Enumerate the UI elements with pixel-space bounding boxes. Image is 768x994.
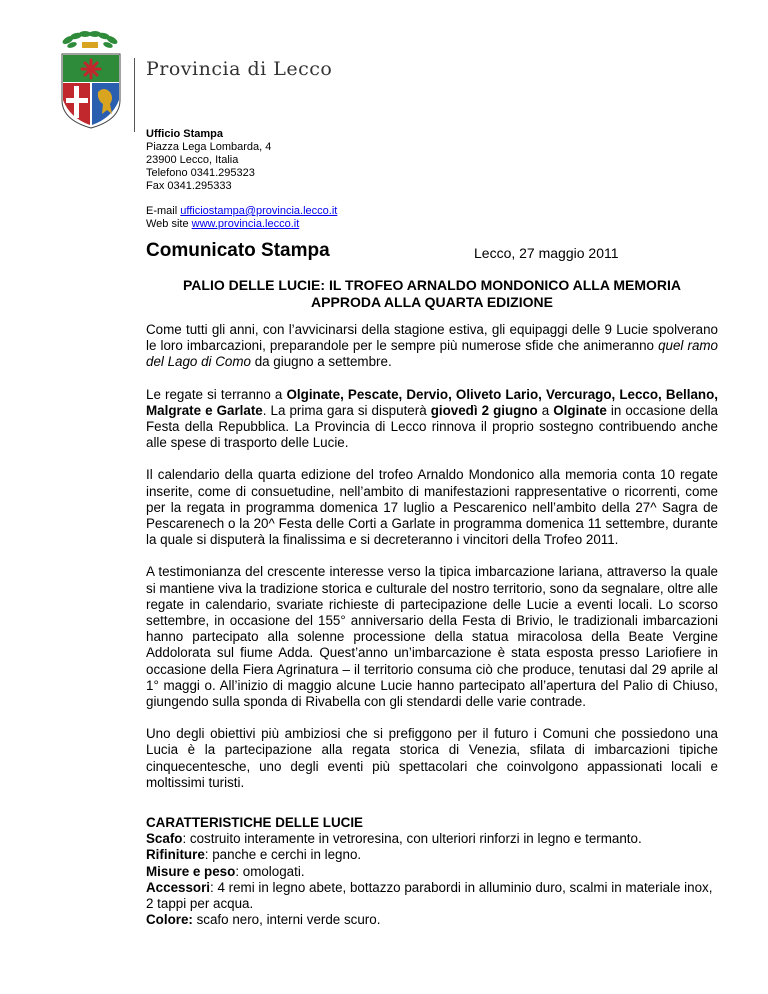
spec-label: Misure e peso: [146, 863, 236, 879]
paragraph-1: [146, 322, 718, 371]
phone: Telefono 0341.295323: [146, 167, 255, 179]
p2-text-c: a: [537, 402, 554, 418]
spec-row: [146, 847, 718, 863]
spec-text: : panche e cerchi in legno.: [204, 847, 362, 863]
spec-text: : costruito interamente in vetroresina, con ulteriori rinforzi in legno e termanto.: [182, 831, 642, 847]
office-name: Ufficio Stampa: [146, 128, 224, 140]
p1-text-end: da giugno a settembre.: [250, 354, 392, 370]
spec-text: : omologati.: [235, 863, 305, 879]
email-line: [146, 205, 337, 218]
p2-text-d: in occasione della Festa della Repubblica. La Provincia di Lecco rinnova il proprio sostegno contribuendo anche alle spese di trasporto delle Lucie.: [146, 402, 718, 451]
headline-line-2: APPRODA ALLA QUARTA EDIZIONE: [311, 294, 553, 310]
p2-text-b: . La prima gara si disputerà: [262, 402, 431, 418]
email-label: E-mail: [146, 205, 181, 217]
document-date: Lecco, 27 maggio 2011: [474, 245, 619, 261]
body-text: [146, 322, 718, 807]
p2-date: giovedì 2 giugno: [430, 402, 538, 418]
document-title: Comunicato Stampa: [146, 240, 330, 261]
p2-places: Olginate, Pescate, Dervio, Oliveto Lario, Vercurago, Lecco, Bellano, Malgrate e Garlate: [146, 386, 718, 418]
spec-label: Colore:: [146, 912, 193, 928]
fax: Fax 0341.295333: [146, 180, 232, 192]
website-link[interactable]: www.provincia.lecco.it: [191, 218, 300, 230]
p1-emphasis: quel ramo del Lago di Como: [146, 338, 718, 370]
coat-of-arms-icon: [52, 30, 130, 130]
organization-name: Provincia di Lecco: [146, 58, 333, 80]
spec-label: Accessori: [146, 879, 211, 895]
spec-label: Scafo: [146, 831, 183, 847]
spec-label: Rifiniture: [146, 847, 205, 863]
headline-line-1: PALIO DELLE LUCIE: IL TROFEO ARNALDO MONDONICO ALLA MEMORIA: [182, 277, 681, 293]
spec-row: [146, 912, 718, 928]
letterhead: [52, 30, 452, 130]
address: Piazza Lega Lombarda, 4: [146, 141, 272, 153]
paragraph-4: A testimonianza del crescente interesse verso la tipica imbarcazione lariana, attraverso la quale si mantiene viva la tradizione storica e culturale del nostro territorio, sono da segnalare, oltre alle regate in calendario, svariate richieste di partecipazione delle Lucie a eventi locali. Lo scorso settembre, in occasione del 155° anniversario della Festa di Brivio, le tradizionali imbarcazioni hanno partecipato alla solenne processione della statua miracolosa della Beate Vergine Addolorata sul fiume Adda. Quest’anno un’imbarcazione è stata esposta presso Lariofiere in occasione della Fiera Agrinatura – il territorio consuma ciò che produce, tenutasi dal 29 aprile al 1° maggi o. All’inizio di maggio alcune Lucie hanno partecipato all’apertura del Palio di Chiuso, giungendo sulla sponda di Rivabella con gli stendardi delle varie contrade.: [146, 564, 718, 710]
spec-row: [146, 880, 718, 912]
paragraph-2: [146, 387, 718, 452]
p1-text: Come tutti gli anni, con l’avvicinarsi della stagione estiva, gli equipaggi delle 9 Lucie spolverano le loro imbarcazioni, preparandole per le sempre più numerose sfide che animeranno: [146, 322, 718, 354]
contact-block: [146, 128, 337, 231]
specs-title: CARATTERISTICHE DELLE LUCIE: [146, 815, 363, 830]
letterhead-divider: [134, 58, 135, 132]
paragraph-5: Uno degli obiettivi più ambiziosi che si prefiggono per il futuro i Comuni che possiedono una Lucia è la partecipazione alla regata storica di Venezia, sfilata di imbarcazioni tipiche cinquecentesche, uno degli eventi più spettacolari che coinvolgono appassionati locali e moltissimi turisti.: [146, 726, 718, 790]
spec-text: : 4 remi in legno abete, bottazzo parabordi in alluminio duro, scalmi in materiale inox, 2 tappi per acqua.: [146, 879, 713, 912]
headline: [146, 277, 718, 311]
p2-text: Le regate si terranno a: [146, 386, 287, 402]
specifications: [146, 815, 718, 928]
email-link[interactable]: ufficiostampa@provincia.lecco.it: [180, 205, 338, 217]
web-label: Web site: [146, 218, 192, 230]
paragraph-3: Il calendario della quarta edizione del trofeo Arnaldo Mondonico alla memoria conta 10 regate inserite, come di consuetudine, nell’ambito di manifestazioni rappresentative o ricorrenti, come per la regata in programma domenica 17 luglio a Pescarenico nell’ambito della 27^ Sagra de Pescarenech o la 20^ Festa delle Corti a Garlate in programma domenica 11 settembre, durante la quale si disputerà la finalissima e si decreteranno i vincitori della Trofeo 2011.: [146, 467, 718, 548]
spec-text: scafo nero, interni verde scuro.: [192, 912, 381, 928]
p2-place: Olginate: [553, 402, 607, 418]
city: 23900 Lecco, Italia: [146, 154, 239, 166]
web-line: [146, 218, 337, 231]
spec-row: [146, 831, 718, 847]
spec-row: [146, 864, 718, 880]
